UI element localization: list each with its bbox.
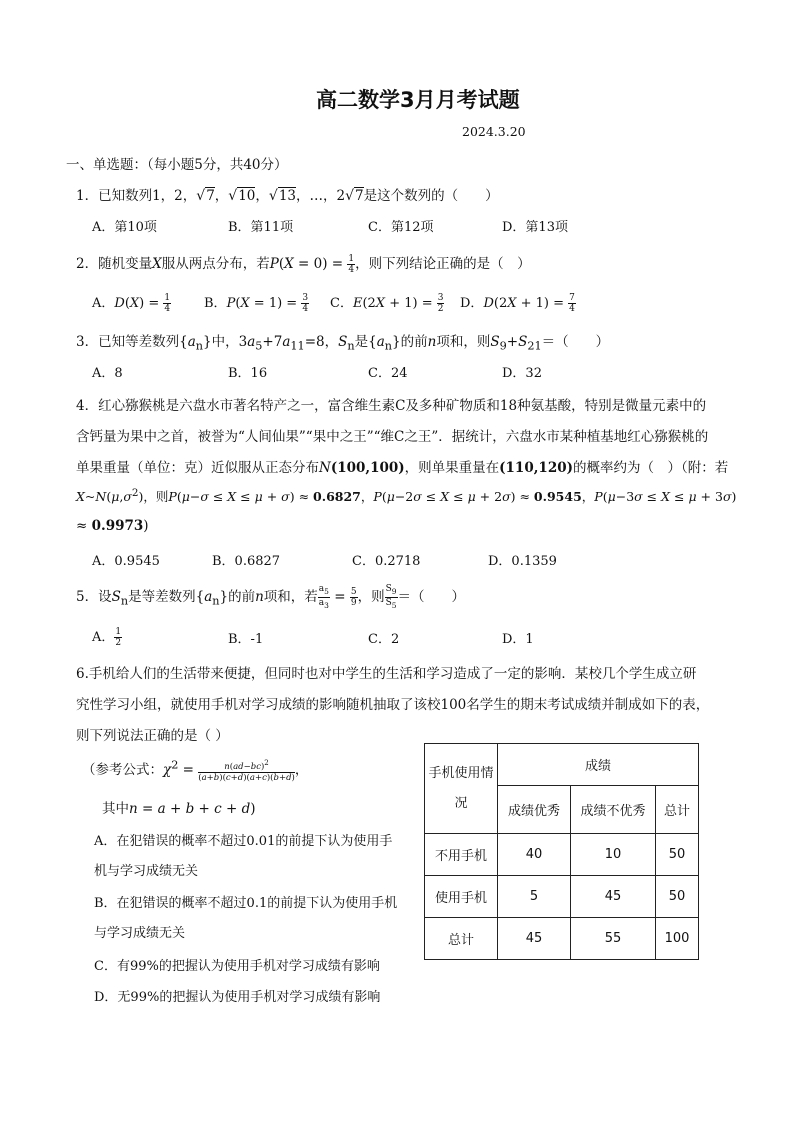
question-4-line-5: ≈ 0.9973) <box>76 518 149 534</box>
reference-formula: （参考公式：$\chi^2$ = $\frac{n(ad-bc)^2}{(a+b)(c+d)(a+c)(b+d)}$ ， <box>82 758 309 783</box>
table-col-header: 成绩优秀 <box>498 786 571 834</box>
q5-option-a: A． $\frac{1}{2}$ <box>92 627 122 648</box>
formula-where: 其中n = a + b + c + d) <box>102 801 256 817</box>
q3-option-a: A．8 <box>92 366 123 381</box>
table-cell: 50 <box>656 834 699 876</box>
question-6-line-2: 究性学习小组，就使用手机对学习成绩的影响随机抽取了该校100名学生的期末考试成绩并制成如下的表， <box>76 697 710 713</box>
question-4-line-3: 单果重量（单位：克）近似服从正态分布N(100,100)，则单果重量在(110,120)的概率约为（ ）（附：若 <box>76 460 729 476</box>
q1-option-c: C．第12项 <box>368 220 434 235</box>
table-cell: 45 <box>571 876 656 918</box>
q6-option-b-line-1: B．在犯错误的概率不超过0.1的前提下认为使用手机 <box>94 896 398 911</box>
table-cell: 10 <box>571 834 656 876</box>
table-cell: 50 <box>656 876 699 918</box>
question-4-line-4: $X\sim N(\mu,\sigma^2)$，则P(μ−σ ≤ X ≤ μ + σ) ≈ 0.6827，P(μ−2σ ≤ X ≤ μ + 2σ) ≈ 0.9545，P(μ−3σ ≤ X ≤ μ + 3σ) <box>76 487 737 505</box>
q2-option-d: D．D(2X + 1) = $\frac{7}{4}$ <box>460 293 575 314</box>
table-cell: 40 <box>498 834 571 876</box>
q4-option-d: D．0.1359 <box>488 554 557 569</box>
q5-option-b: B．-1 <box>228 632 264 647</box>
question-1: 1．已知数列1，2，√7，√10，√13，…，2√7是这个数列的（ ） <box>76 188 499 204</box>
q4-option-a: A．0.9545 <box>92 554 160 569</box>
table-cell: 45 <box>498 918 571 960</box>
q1-option-d: D．第13项 <box>502 220 568 235</box>
table-row-label: 使用手机 <box>425 876 498 918</box>
q3-option-b: B．16 <box>228 366 268 381</box>
exam-date: 2024.3.20 <box>462 124 526 139</box>
table-cell: 55 <box>571 918 656 960</box>
q3-option-d: D．32 <box>502 366 542 381</box>
question-6-line-1: 6.手机给人们的生活带来便捷，但同时也对中学生的生活和学习造成了一定的影响．某校几个学生成立研 <box>76 666 697 682</box>
question-4-line-1: 4．红心猕猴桃是六盘水市著名特产之一，富含维生素C及多种矿物质和18种氨基酸，特别是微量元素中的 <box>76 398 707 414</box>
question-5: 5．设$S_n$是等差数列$\{a_n\}$的前n项和，若 $\frac{a_5}{a_3}$ = $\frac{5}{9}$ ，则 $\frac{S_9}{S_5}$ ＝（ ） <box>76 584 466 610</box>
q6-option-b-line-2: 与学习成绩无关 <box>94 926 186 941</box>
q6-option-d: D．无99%的把握认为使用手机对学习成绩有影响 <box>94 990 381 1005</box>
table-header-usage: 手机使用情况 <box>425 744 498 834</box>
question-4-line-2: 含钙量为果中之首，被誉为“人间仙果”“果中之王”“维C之王”．据统计，六盘水市某种植基地红心猕猴桃的 <box>76 429 709 445</box>
q1-option-b: B．第11项 <box>228 220 294 235</box>
table-row <box>425 876 699 918</box>
q6-option-c: C．有99%的把握认为使用手机对学习成绩有影响 <box>94 959 380 974</box>
table-cell: 100 <box>656 918 699 960</box>
question-2: 2．随机变量X服从两点分布，若P(X = 0) = $\frac{1}{4}$ ，则下列结论正确的是（ ） <box>76 254 531 275</box>
contingency-table <box>424 743 699 960</box>
q6-option-a-line-2: 机与学习成绩无关 <box>94 864 199 879</box>
question-3: 3．已知等差数列$\{a_n\}$中，$3a_5+7a_{11}=8$，$S_n$是$\{a_n\}$的前n项和，则$S_9+S_{21}=$（ ） <box>76 334 610 353</box>
section-heading: 一、单选题：（每小题5分，共40分） <box>66 157 288 173</box>
q5-option-c: C．2 <box>368 632 400 647</box>
table-row-label: 不用手机 <box>425 834 498 876</box>
table-cell: 5 <box>498 876 571 918</box>
q2-option-b: B．P(X = 1) = $\frac{3}{4}$ <box>204 293 309 314</box>
q2-option-a: A．D(X) = $\frac{1}{4}$ <box>92 293 171 314</box>
q6-option-a-line-1: A．在犯错误的概率不超过0.01的前提下认为使用手 <box>94 834 393 849</box>
table-row <box>425 834 699 876</box>
q4-option-c: C．0.2718 <box>352 554 421 569</box>
question-6-line-3: 则下列说法正确的是（ ） <box>76 728 229 744</box>
q5-option-d: D．1 <box>502 632 534 647</box>
q2-option-c: C．E(2X + 1) = $\frac{3}{2}$ <box>330 293 444 314</box>
page-title: 高二数学3月月考试题 <box>316 88 520 112</box>
table-header-score: 成绩 <box>498 744 699 786</box>
q1-option-a: A．第10项 <box>92 220 157 235</box>
table-col-header: 总计 <box>656 786 699 834</box>
table-row-label: 总计 <box>425 918 498 960</box>
table-col-header: 成绩不优秀 <box>571 786 656 834</box>
q3-option-c: C．24 <box>368 366 408 381</box>
q4-option-b: B．0.6827 <box>212 554 281 569</box>
table-row <box>425 918 699 960</box>
